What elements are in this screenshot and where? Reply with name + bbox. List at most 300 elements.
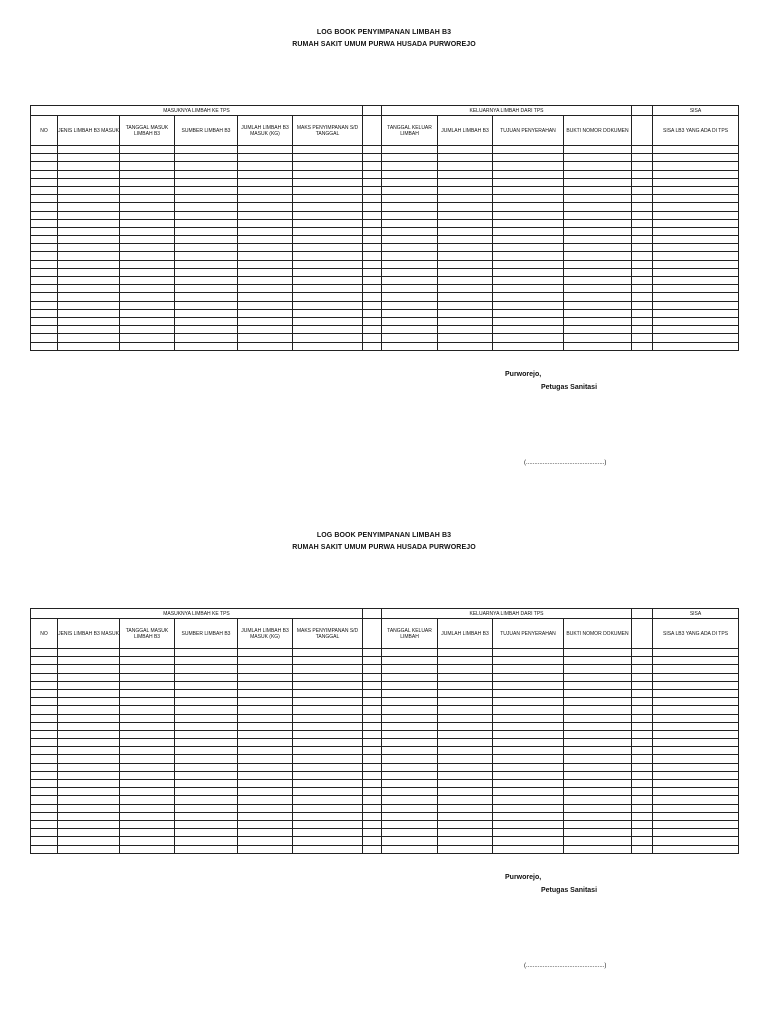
table-cell [31,162,58,170]
signature-city: Purworejo, [505,874,542,881]
table-cell [120,804,175,812]
form-title: LOG BOOK PENYIMPANAN LIMBAH B3 [316,29,452,36]
table-cell [120,714,175,722]
table-cell [58,268,120,276]
table-cell [31,146,58,154]
table-cell [175,812,238,820]
table-cell [493,236,564,244]
table-cell [58,649,120,657]
table-cell [120,845,175,853]
table-cell [564,755,632,763]
table-cell [31,755,58,763]
table-cell [653,763,739,771]
table-cell [363,219,382,227]
table-cell [238,689,293,697]
table-cell [293,820,363,828]
table-cell [632,739,653,747]
table-cell [382,747,438,755]
table-cell [438,722,493,730]
table-cell [238,170,293,178]
table-cell [363,788,382,796]
table-cell [493,649,564,657]
table-cell [493,689,564,697]
table-cell [653,260,739,268]
table-cell [293,804,363,812]
table-cell [493,317,564,325]
table-cell [493,170,564,178]
table-cell [438,739,493,747]
table-row [31,219,739,227]
table-cell [293,203,363,211]
table-cell [382,812,438,820]
table-cell [564,665,632,673]
table-cell [564,244,632,252]
table-cell [653,293,739,301]
table-cell [293,698,363,706]
table-cell [564,739,632,747]
table-cell [238,796,293,804]
table-cell [120,211,175,219]
table-cell [238,804,293,812]
table-cell [238,788,293,796]
table-cell [58,788,120,796]
table-cell [493,665,564,673]
group-header-keluar: KELUARNYA LIMBAH DARI TPS [382,106,632,116]
col-header-jumlah-masuk: JUMLAH LIMBAH B3 MASUK (KG) [238,619,293,649]
table-cell [238,673,293,681]
group-header-masuk: MASUKNYA LIMBAH KE TPS [31,609,363,619]
table-cell [632,780,653,788]
table-cell [31,722,58,730]
table-cell [493,796,564,804]
table-cell [564,260,632,268]
table-cell [564,788,632,796]
table-cell [293,689,363,697]
table-cell [632,681,653,689]
table-cell [493,755,564,763]
table-cell [238,812,293,820]
table-cell [238,714,293,722]
table-cell [58,211,120,219]
table-cell [382,317,438,325]
table-cell [120,722,175,730]
table-cell [120,227,175,235]
table-row [31,309,739,317]
table-cell [493,203,564,211]
column-header-row [31,116,739,146]
table-cell [564,812,632,820]
table-cell [382,154,438,162]
table-cell [493,326,564,334]
table-cell [363,309,382,317]
table-cell [363,812,382,820]
table-cell [175,689,238,697]
table-cell [175,244,238,252]
table-cell [438,219,493,227]
table-cell [382,285,438,293]
table-cell [632,714,653,722]
table-cell [653,285,739,293]
table-cell [382,730,438,738]
table-row [31,649,739,657]
table-cell [438,845,493,853]
table-cell [653,309,739,317]
table-cell [632,252,653,260]
table-cell [175,739,238,747]
table-cell [175,714,238,722]
table-cell [632,285,653,293]
table-cell [238,829,293,837]
table-cell [438,714,493,722]
table-row [31,673,739,681]
table-cell [382,252,438,260]
table-cell [632,804,653,812]
table-cell [653,268,739,276]
table-cell [175,277,238,285]
table-cell [564,763,632,771]
table-cell [653,186,739,194]
table-cell [120,146,175,154]
table-cell [293,309,363,317]
table-cell [293,293,363,301]
table-row [31,788,739,796]
table-row [31,755,739,763]
group-header-keluar: KELUARNYA LIMBAH DARI TPS [382,609,632,619]
table-cell [238,195,293,203]
table-cell [632,747,653,755]
table-cell [120,154,175,162]
table-cell [493,277,564,285]
table-cell [31,342,58,350]
table-row [31,277,739,285]
col-header-sisa: SISA LB3 YANG ADA DI TPS [653,116,739,146]
table-cell [493,285,564,293]
table-cell [363,829,382,837]
table-cell [58,309,120,317]
table-cell [31,804,58,812]
table-cell [238,293,293,301]
table-cell [175,747,238,755]
table-cell [632,689,653,697]
table-cell [31,285,58,293]
table-cell [363,162,382,170]
table-cell [363,698,382,706]
table-cell [438,788,493,796]
table-row [31,317,739,325]
table-cell [120,698,175,706]
log-book-table [30,105,739,351]
table-cell [438,649,493,657]
table-cell [632,763,653,771]
table-cell [438,277,493,285]
table-cell [493,681,564,689]
table-cell [58,244,120,252]
table-cell [120,739,175,747]
table-cell [363,681,382,689]
table-cell [238,755,293,763]
table-cell [564,195,632,203]
table-cell [493,820,564,828]
table-cell [58,317,120,325]
table-cell [382,722,438,730]
table-cell [493,342,564,350]
table-cell [120,673,175,681]
table-cell [31,317,58,325]
table-cell [382,829,438,837]
table-cell [653,657,739,665]
table-cell [293,730,363,738]
table-row [31,747,739,755]
table-cell [438,268,493,276]
table-cell [293,268,363,276]
table-cell [58,195,120,203]
table-cell [438,804,493,812]
table-row [31,211,739,219]
table-cell [382,244,438,252]
table-cell [564,845,632,853]
table-cell [564,747,632,755]
table-cell [175,268,238,276]
table-cell [382,334,438,342]
table-cell [120,342,175,350]
table-cell [293,178,363,186]
col-header-sumber: SUMBER LIMBAH B3 [175,619,238,649]
table-cell [175,219,238,227]
hospital-name: RUMAH SAKIT UMUM PURWA HUSADA PURWOREJO [292,544,476,551]
col-header-jumlah-keluar: JUMLAH LIMBAH B3 [438,619,493,649]
table-cell [653,820,739,828]
table-cell [238,244,293,252]
spacer-cell [363,106,382,116]
table-cell [564,673,632,681]
table-cell [438,285,493,293]
table-cell [438,771,493,779]
signature-officer: Petugas Sanitasi [541,384,598,391]
col-header-tujuan: TUJUAN PENYERAHAN [493,619,564,649]
table-cell [493,730,564,738]
table-cell [175,154,238,162]
col-header-jumlah-keluar: JUMLAH LIMBAH B3 [438,116,493,146]
table-cell [653,829,739,837]
table-cell [120,706,175,714]
table-cell [382,326,438,334]
table-cell [438,665,493,673]
table-cell [564,771,632,779]
col-header-maks: MAKS PENYIMPANAN S/D TANGGAL [293,116,363,146]
table-row [31,236,739,244]
table-cell [564,203,632,211]
table-cell [58,820,120,828]
table-cell [564,277,632,285]
table-cell [438,829,493,837]
table-cell [58,203,120,211]
col-header-sisa: SISA LB3 YANG ADA DI TPS [653,619,739,649]
spacer-cell [632,609,653,619]
table-cell [363,285,382,293]
table-cell [31,219,58,227]
table-cell [632,755,653,763]
table-cell [293,673,363,681]
table-row [31,285,739,293]
table-cell [293,260,363,268]
table-cell [564,293,632,301]
table-cell [382,689,438,697]
table-cell [382,665,438,673]
table-cell [382,203,438,211]
table-cell [493,706,564,714]
table-cell [120,293,175,301]
table-cell [293,162,363,170]
table-cell [31,730,58,738]
table-cell [493,219,564,227]
table-cell [31,739,58,747]
table-cell [493,178,564,186]
table-cell [293,714,363,722]
table-cell [382,219,438,227]
table-cell [31,260,58,268]
table-cell [382,342,438,350]
table-cell [175,730,238,738]
table-cell [564,186,632,194]
table-cell [120,203,175,211]
signature-name-line: (...............................................) [524,460,607,466]
table-cell [438,820,493,828]
table-cell [120,236,175,244]
table-cell [238,342,293,350]
table-cell [632,186,653,194]
table-cell [31,252,58,260]
table-cell [438,812,493,820]
table-cell [58,285,120,293]
table-cell [564,162,632,170]
table-cell [493,186,564,194]
table-cell [632,342,653,350]
table-cell [58,252,120,260]
table-cell [438,154,493,162]
table-cell [632,154,653,162]
table-cell [493,812,564,820]
table-cell [438,186,493,194]
table-cell [653,219,739,227]
table-cell [293,219,363,227]
table-cell [58,162,120,170]
table-cell [293,747,363,755]
table-cell [31,829,58,837]
form-title: LOG BOOK PENYIMPANAN LIMBAH B3 [316,532,452,539]
table-cell [632,227,653,235]
table-cell [238,277,293,285]
table-cell [564,252,632,260]
table-cell [632,673,653,681]
table-cell [238,334,293,342]
table-cell [363,845,382,853]
table-cell [120,219,175,227]
spacer-cell [632,619,653,649]
table-cell [653,755,739,763]
table-cell [564,722,632,730]
table-cell [653,681,739,689]
table-cell [382,186,438,194]
table-cell [632,820,653,828]
table-cell [175,804,238,812]
table-cell [653,812,739,820]
table-cell [632,829,653,837]
table-cell [238,227,293,235]
table-cell [120,285,175,293]
table-cell [564,227,632,235]
table-cell [175,722,238,730]
table-row [31,326,739,334]
table-cell [632,657,653,665]
table-cell [58,681,120,689]
table-cell [493,804,564,812]
table-cell [438,178,493,186]
table-cell [438,252,493,260]
table-cell [363,195,382,203]
table-cell [653,178,739,186]
table-row [31,178,739,186]
table-cell [382,804,438,812]
table-row [31,681,739,689]
table-cell [653,195,739,203]
table-row [31,252,739,260]
table-cell [632,788,653,796]
table-cell [175,342,238,350]
table-cell [58,219,120,227]
table-cell [31,186,58,194]
table-cell [238,681,293,689]
table-cell [238,268,293,276]
table-cell [493,244,564,252]
table-cell [31,837,58,845]
table-row [31,780,739,788]
table-cell [31,845,58,853]
table-cell [363,820,382,828]
table-cell [363,260,382,268]
table-cell [653,154,739,162]
table-cell [653,227,739,235]
table-row [31,293,739,301]
table-cell [382,755,438,763]
table-cell [493,698,564,706]
table-row [31,170,739,178]
table-row [31,698,739,706]
table-cell [564,649,632,657]
table-cell [58,755,120,763]
table-cell [58,706,120,714]
table-cell [632,665,653,673]
signature-officer: Petugas Sanitasi [541,887,598,894]
table-cell [175,820,238,828]
table-cell [363,649,382,657]
table-cell [438,796,493,804]
table-cell [31,689,58,697]
table-cell [238,747,293,755]
table-cell [58,334,120,342]
table-cell [31,309,58,317]
table-cell [120,277,175,285]
table-cell [382,162,438,170]
table-cell [58,277,120,285]
table-cell [438,260,493,268]
table-row [31,739,739,747]
table-cell [238,820,293,828]
table-cell [653,236,739,244]
table-cell [493,162,564,170]
table-cell [438,673,493,681]
table-cell [293,829,363,837]
table-cell [363,763,382,771]
